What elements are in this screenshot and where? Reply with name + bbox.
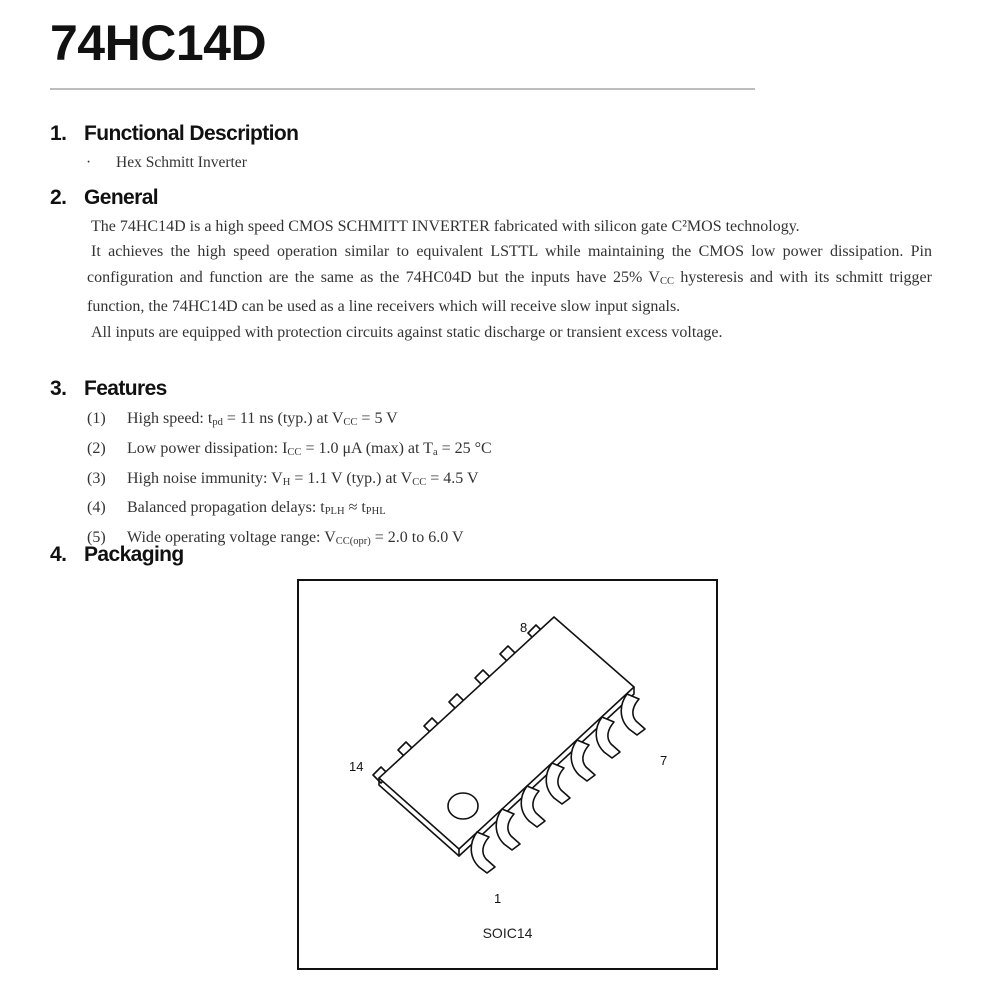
pin-label-8: 8	[520, 620, 528, 635]
section-heading-features	[50, 377, 167, 401]
section-heading-functional-description	[50, 122, 298, 146]
page-title: 74HC14D	[50, 15, 267, 71]
section-number: 2.	[50, 186, 67, 209]
features-list	[87, 406, 492, 555]
package-label: SOIC14	[482, 925, 533, 941]
soic14-package-drawing	[299, 581, 716, 968]
general-paragraph-2-part-b: hysteresis and with its schmitt trigger function, the 74HC14D can be used as a line receivers which will receive slow input signals.	[87, 268, 932, 316]
pin1-marker	[448, 793, 478, 819]
feature-text: = 2.0 to 6.0 V	[370, 529, 464, 547]
feature-text: = 1.0 μA (max) at T	[301, 439, 433, 457]
pin-label-14: 14	[349, 759, 364, 774]
package-figure	[297, 579, 718, 970]
feature-subscript: CC	[412, 476, 427, 488]
general-description	[87, 214, 932, 345]
section-number: 1.	[50, 122, 67, 145]
feature-item	[87, 466, 492, 496]
feature-item	[87, 495, 492, 525]
section-number: 3.	[50, 377, 67, 400]
section-title: General	[84, 186, 159, 209]
section-number: 4.	[50, 543, 67, 566]
feature-number: (4)	[87, 499, 106, 517]
bullet-item	[86, 154, 247, 172]
feature-item	[87, 436, 492, 466]
feature-number: (5)	[87, 529, 106, 547]
feature-item	[87, 406, 492, 436]
feature-subscript: H	[282, 476, 291, 488]
bullet-text: Hex Schmitt Inverter	[116, 154, 247, 171]
section-title: Features	[84, 377, 167, 400]
feature-number: (2)	[87, 439, 106, 457]
section-heading-general	[50, 186, 158, 210]
feature-text: ≈ t	[344, 499, 366, 517]
section-heading-packaging	[50, 543, 184, 567]
feature-text: = 25 °C	[437, 439, 492, 457]
feature-text: Low power dissipation: I	[127, 439, 288, 457]
feature-text: = 4.5 V	[426, 469, 479, 487]
feature-text: High noise immunity: V	[127, 469, 283, 487]
feature-subscript: pd	[212, 417, 223, 428]
section-title: Packaging	[84, 543, 184, 566]
title-divider	[50, 88, 755, 90]
general-paragraph-2	[87, 239, 932, 319]
feature-subscript: PLH	[324, 506, 345, 518]
bullet-dot-icon: ·	[86, 154, 92, 171]
feature-subscript: CC(opr)	[335, 536, 371, 548]
feature-subscript: CC	[287, 446, 302, 458]
general-paragraph-1: The 74HC14D is a high speed CMOS SCHMITT INVERTER fabricated with silicon gate C²MOS technology.	[91, 218, 800, 235]
feature-subscript: CC	[343, 417, 358, 428]
pin-label-1: 1	[494, 891, 502, 906]
feature-text: = 11 ns (typ.) at V	[222, 410, 344, 427]
feature-text: Balanced propagation delays: t	[127, 499, 325, 517]
feature-subscript: a	[432, 446, 438, 458]
feature-text: = 5 V	[357, 410, 398, 427]
general-paragraph-2-part-a: It achieves the high speed operation similar to equivalent LSTTL while maintaining the CMOS low power dissipation. Pin configuration and function are the same as the 74HC04D but the inputs have 25% V	[87, 243, 932, 286]
feature-subscript: PHL	[365, 506, 386, 518]
pin-label-7: 7	[660, 753, 668, 768]
vcc-subscript: CC	[659, 275, 674, 287]
general-paragraph-3: All inputs are equipped with protection circuits against static discharge or transient excess voltage.	[91, 323, 723, 341]
feature-number: (3)	[87, 469, 106, 487]
feature-text: Wide operating voltage range: V	[127, 529, 336, 547]
section-title: Functional Description	[84, 122, 299, 145]
feature-text: High speed: t	[127, 410, 213, 427]
feature-number: (1)	[87, 410, 106, 427]
feature-text: = 1.1 V (typ.) at V	[290, 469, 413, 487]
